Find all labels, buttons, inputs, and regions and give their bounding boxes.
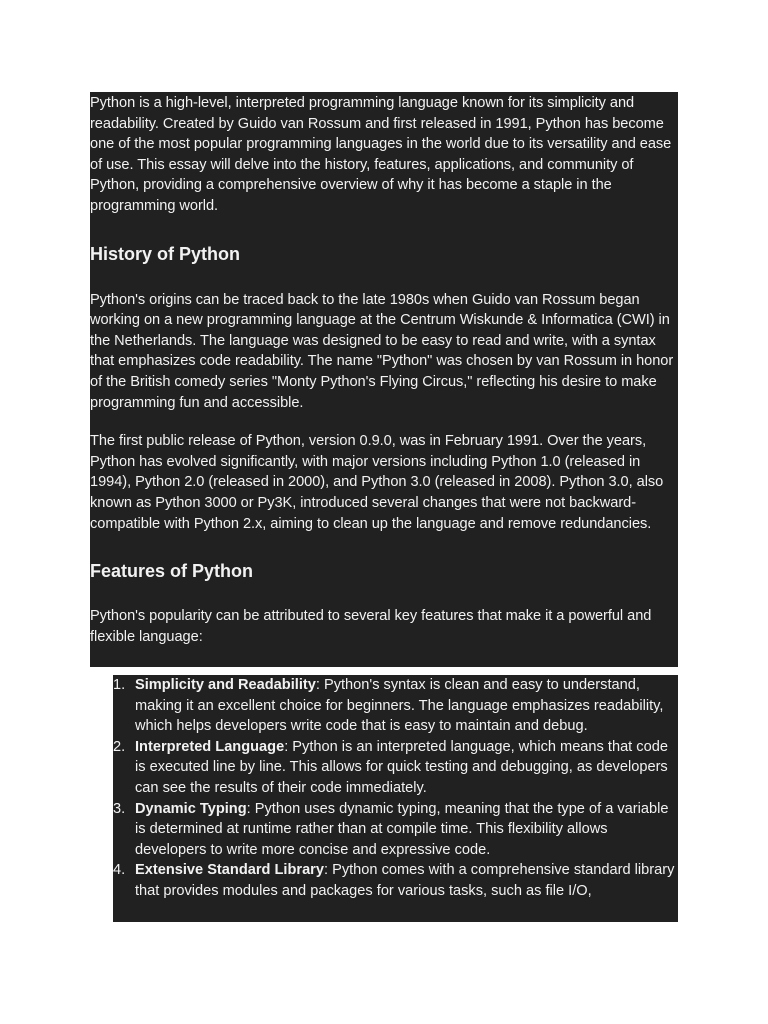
list-item-text: : Python's syntax is clean and easy to understand, making it an excellent choice for beginners. The language emphasizes readability, which helps developers write code that is easy to maintain and debug. <box>135 677 664 735</box>
list-item <box>113 860 678 901</box>
list-item-title: Interpreted Language <box>135 738 285 755</box>
list-item-title: Extensive Standard Library <box>135 862 324 879</box>
features-heading: Features of Python <box>90 561 254 582</box>
list-item-number: 2. <box>113 738 126 755</box>
features-intro-paragraph: Python's popularity can be attributed to several key features that make it a powerful and flexible language: <box>90 608 652 645</box>
list-item-text: : Python comes with a comprehensive standard library that provides modules and packages for various tasks, such as file I/O, <box>135 862 675 899</box>
essay-main-block <box>90 92 678 667</box>
list-item-title: Dynamic Typing <box>135 800 247 817</box>
intro-paragraph: Python is a high-level, interpreted programming language known for its simplicity and readability. Created by Guido van Rossum and first released in 1991, Python has become one of the most popular programming languages in the world due to its versatility and ease of use. This essay will delve into the history, features, applications, and community of Python, providing a comprehensive overview of why it has become a staple in the programming world. <box>90 95 672 214</box>
list-item-text: : Python uses dynamic typing, meaning that the type of a variable is determined at runtime rather than at compile time. This flexibility allows developers to write more concise and expressive code. <box>135 800 669 858</box>
history-paragraph-2: The first public release of Python, version 0.9.0, was in February 1991. Over the years, Python has evolved significantly, with major versions including Python 1.0 (released in 1994), Python 2.0 (released in 2000), and Python 3.0 (released in 2008). Python 3.0, also known as Python 3000 or Py3K, introduced several changes that were not backward-compatible with Python 2.x, aiming to clean up the language and remove redundancies. <box>90 433 664 532</box>
list-item-number: 4. <box>113 862 126 879</box>
list-item <box>113 675 678 737</box>
features-list-block <box>113 675 678 922</box>
list-item-text: : Python is an interpreted language, which means that code is executed line by line. This allows for quick testing and debugging, as developers can see the results of their code immediately. <box>135 738 668 796</box>
history-heading: History of Python <box>90 243 241 264</box>
list-item-number: 1. <box>113 677 126 693</box>
features-list <box>113 675 678 902</box>
list-item-title: Simplicity and Readability <box>135 677 316 693</box>
list-item <box>113 799 678 861</box>
list-item <box>113 737 678 799</box>
history-paragraph-1: Python's origins can be traced back to the late 1980s when Guido van Rossum began working on a new programming language at the Centrum Wiskunde & Informatica (CWI) in the Netherlands. The language was designed to be easy to read and write, with a syntax that emphasizes code readability. The name "Python" was chosen by van Rossum in honor of the British comedy series "Monty Python's Flying Circus," reflecting his desire to make programming fun and accessible. <box>90 291 674 411</box>
list-item-number: 3. <box>113 800 126 817</box>
